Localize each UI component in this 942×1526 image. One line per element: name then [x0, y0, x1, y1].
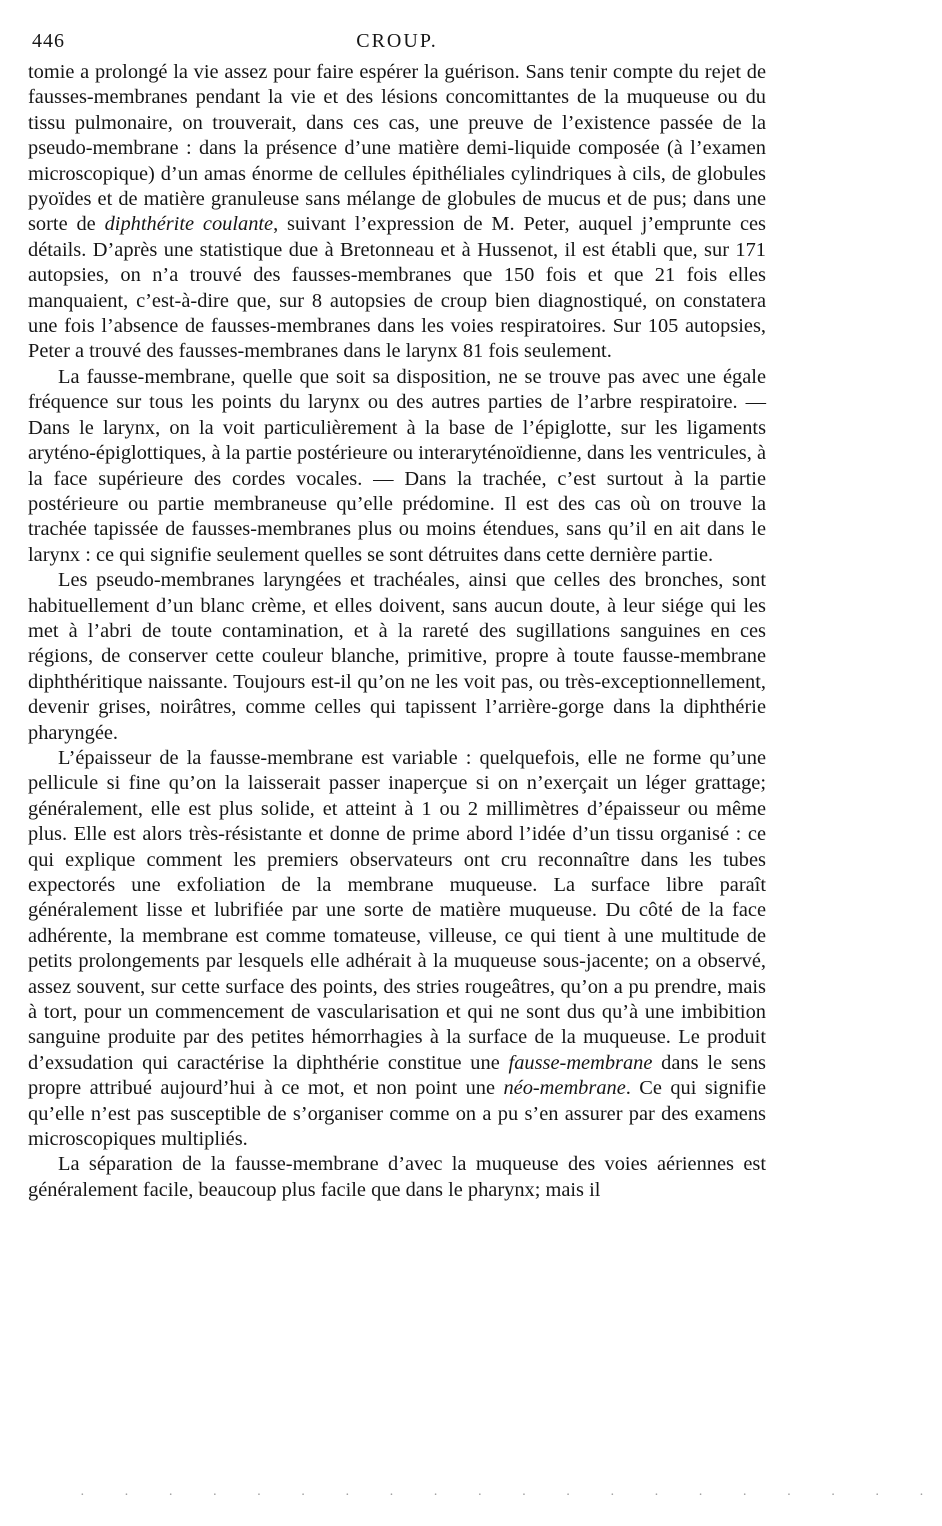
paragraph [28, 568, 766, 746]
paragraph [28, 1152, 766, 1203]
paragraph-text: . Ce qui signifie qu’elle n’est pas susceptible de s’organiser comme on a pu s’en assurer par des examens microscopiques multipliés. [28, 1077, 766, 1151]
paragraph-text: , suivant l’expression de M. Peter, auquel j’emprunte ces détails. D’après une statistique due à Bretonneau et à Hussenot, il est établi que, sur 171 autopsies, on n’a trouvé des fausses-membranes que 150 fois et que 21 fois elles manquaient, c’est-à-dire que, sur 8 autopsies de croup bien diagnostiqué, on constatera une fois l’absence de fausses-membranes dans les voies respiratoires. Sur 105 autopsies, Peter a trouvé des fausses-membranes dans le larynx 81 fois seulement. [28, 213, 766, 363]
running-head [28, 30, 766, 60]
italic-text: néo-membrane [503, 1077, 626, 1100]
italic-text: fausse-membrane [508, 1051, 653, 1074]
paragraph [28, 746, 766, 1153]
page-number: 446 [32, 30, 65, 52]
page-footer-marks: · · · · · · · · · · · · · · · · · · · · [80, 1488, 942, 1503]
paragraph-text: La fausse-membrane, quelle que soit sa disposition, ne se trouve pas avec une égale fréquence sur tous les points du larynx ou des autres parties de l’arbre respiratoire. — Dans le larynx, on la voit particulièrement à la base de l’épiglotte, sur les ligaments aryténo-épiglottiques, à la partie postérieure ou interaryténoïdienne, dans les ventricules, à la face supérieure des cordes vocales. — Dans la trachée, c’est surtout à la partie postérieure ou partie membraneuse qu’elle prédomine. Il est des cas où on trouve la trachée tapissée de fausses-membranes plus ou moins étendues, sans qu’il en ait dans le larynx : ce qui signifie seulement quelles se sont détruites dans cette dernière partie. [28, 365, 766, 566]
paragraph-text: L’épaisseur de la fausse-membrane est variable : quelquefois, elle ne forme qu’une pellicule si fine qu’on la laisserait passer inaperçue si on n’exerçait un léger grattage; généralement, elle est plus solide, et atteint à 1 ou 2 millimètres d’épaisseur ou même plus. Elle est alors très-résistante et donne de prime abord l’idée d’un tissu organisé : ce qui explique comment les premiers observateurs ont cru reconnaître dans les tubes expectorés une exfoliation de la membrane muqueuse. La surface libre paraît généralement lisse et lubrifiée par une sorte de matière muqueuse. Du côté de la face adhérente, la membrane est comme tomateuse, villeuse, ce qui tient à une multitude de petits prolongements par lesquels elle adhérait à la muqueuse sous-jacente; on a observé, assez souvent, sur cette surface des points, des stries rougeâtres, qu’on a pu prendre, mais à tort, pour un commencement de vascularisation et qui ne sont dus qu’à une imbibition sanguine produite par des petites hémorrhagies à la surface de la muqueuse. Le produit d’exsudation qui caractérise la diphthérie constitue une [28, 746, 766, 1074]
running-title: CROUP. [356, 30, 438, 52]
paragraph-text: tomie a prolongé la vie assez pour faire espérer la guérison. Sans tenir compte du rejet de fausses-membranes pendant la vie et des lésions concomittantes de la muqueuse ou du tissu pulmonaire, on trouverait, dans ces cas, une preuve de l’existence passée de la pseudo-membrane : dans la présence d’une matière demi-liquide composée (à l’examen microscopique) d’un amas énorme de cellules épithéliales cylindriques à cils, de globules pyoïdes et de matière granuleuse sans mélange de globules de mucus et de pus; dans une sorte de [28, 61, 766, 236]
italic-text: diphthérite coulante [104, 213, 274, 236]
paragraph [28, 365, 766, 568]
body-text [28, 60, 766, 1203]
paragraph-text: La séparation de la fausse-membrane d’avec la muqueuse des voies aériennes est généralement facile, beaucoup plus facile que dans le pharynx; mais il [28, 1153, 766, 1201]
paragraph-text: Les pseudo-membranes laryngées et trachéales, ainsi que celles des bronches, sont habituellement d’un blanc crème, et elles doivent, sans aucun doute, à leur siége qui les met à l’abri de toute contamination, et à la rareté des sugillations sanguines en ces régions, de conserver cette couleur blanche, primitive, propre à toute fausse-membrane diphthéritique naissante. Toujours est-il qu’on ne les voit pas, ou très-exceptionnellement, devenir grises, noirâtres, comme celles qui tapissent l’arrière-gorge dans la diphthérie pharyngée. [28, 569, 766, 744]
book-page [28, 30, 766, 1203]
paragraph-text: dans le sens propre attribué aujourd’hui à ce mot, et non point une [28, 1051, 766, 1100]
paragraph [28, 60, 766, 365]
